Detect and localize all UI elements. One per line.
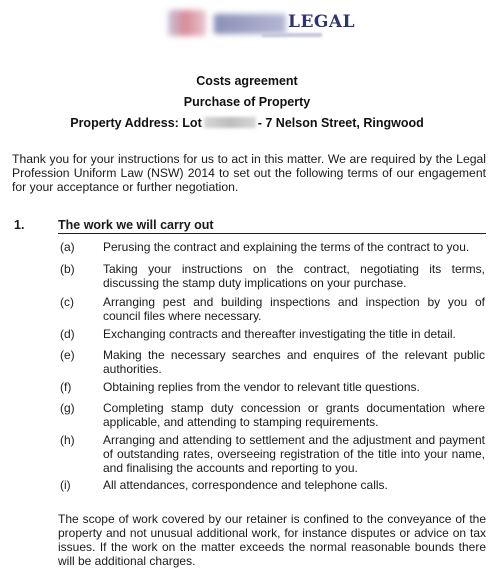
list-item-text: Arranging and attending to settlement and the adjustment and payment of outstanding rates, overseeing registration of the title into your name, and finalising the accounts and reporting to you.: [103, 433, 485, 475]
list-item-label: (g): [60, 401, 75, 415]
address-prefix: Property Address: Lot: [70, 116, 202, 130]
list-item-label: (f): [60, 380, 72, 394]
list-item-label: (d): [60, 327, 75, 341]
list-item-label: (b): [60, 262, 75, 276]
list-item-label: (c): [60, 295, 74, 309]
list-item-label: (h): [60, 433, 75, 447]
list-item-text: Making the necessary searches and enquires of the relevant public authorities.: [103, 348, 485, 376]
document-subtitle: Purchase of Property: [183, 95, 311, 109]
firm-logo: [158, 4, 356, 44]
document-title: Costs agreement: [196, 74, 298, 88]
list-item-text: Obtaining replies from the vendor to relevant title questions.: [103, 380, 420, 394]
list-item-text: Taking your instructions on the contract, negotiating its terms, discussing the stamp duty implications on your purchase.: [103, 262, 485, 290]
property-address: [0, 116, 494, 130]
list-item-text: Completing stamp duty concession or grants documentation where applicable, and attending to stamping requirements.: [103, 401, 485, 429]
scope-paragraph: The scope of work covered by our retainer is confined to the conveyance of the property and not unusual additional work, for instance disputes or advice on tax issues. If the work on the matter exceeds the normal reasonable bounds there will be additional charges.: [58, 512, 486, 568]
list-item-text: Perusing the contract and explaining the terms of the contract to you.: [103, 240, 470, 254]
intro-paragraph: Thank you for your instructions for us to act in this matter. We are required by the Legal Profession Uniform Law (NSW) 2014 to set out the following terms of our engagement for your acceptance or further negotiation.: [12, 152, 486, 194]
section-title: The work we will carry out: [58, 218, 214, 232]
address-suffix: - 7 Nelson Street, Ringwood: [257, 116, 424, 130]
logo-mark-redacted: [168, 10, 206, 36]
list-item-label: (e): [60, 348, 75, 362]
list-item-text: Arranging pest and building inspections and inspection by you of council files where necessary.: [103, 295, 485, 323]
logo-subtitle-redacted: [262, 33, 322, 37]
list-item-label: (a): [60, 240, 75, 254]
list-item-label: (i): [60, 478, 71, 492]
logo-word: LEGAL: [288, 12, 356, 32]
lot-number-redacted: [204, 117, 256, 128]
list-item-text: Exchanging contracts and thereafter investigating the title in detail.: [103, 327, 456, 341]
section-number: 1.: [14, 218, 25, 232]
list-item-text: All attendances, correspondence and telephone calls.: [103, 478, 388, 492]
section-underline: [58, 233, 486, 234]
logo-name-redacted: [214, 14, 286, 34]
